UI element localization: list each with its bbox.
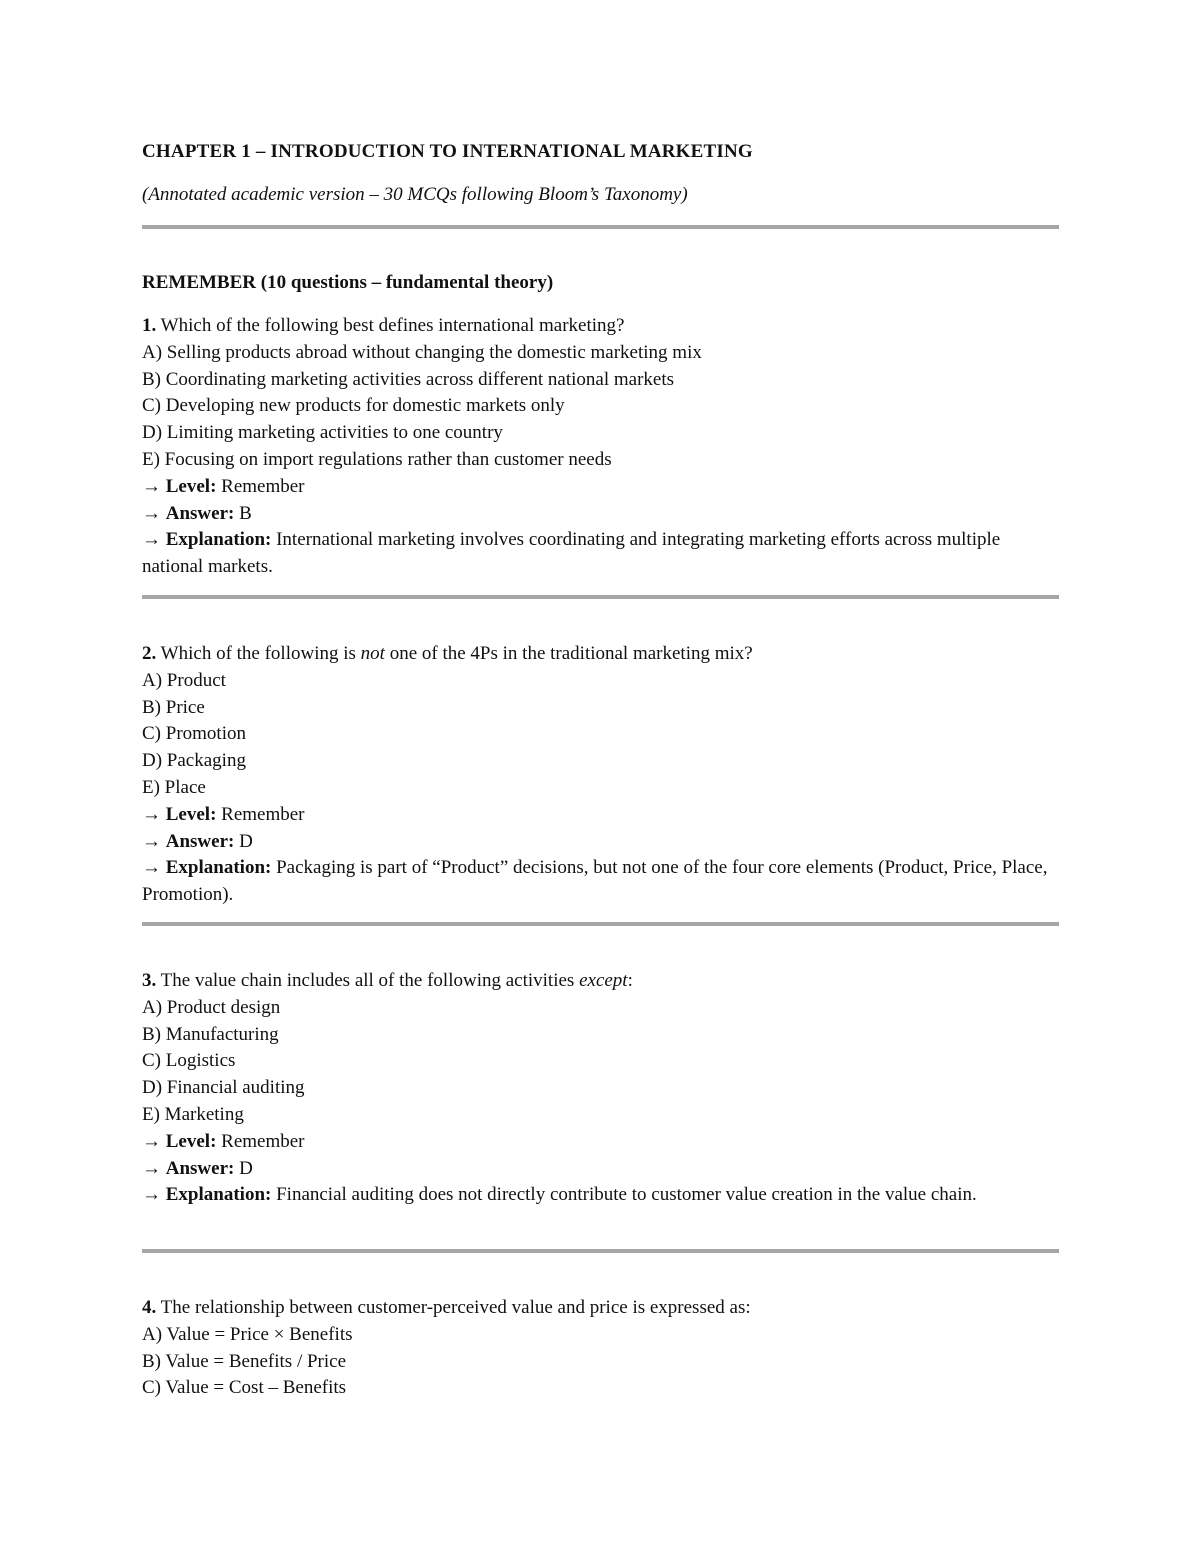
- question-number: 1.: [142, 315, 157, 336]
- arrow-icon: →: [142, 857, 161, 879]
- level-line: → Level: Remember: [142, 475, 305, 497]
- question-3: [142, 968, 1059, 1209]
- question-1: [142, 313, 1059, 581]
- question-number: 4.: [142, 1297, 157, 1318]
- option-b: B) Coordinating marketing activities across different national markets: [142, 368, 675, 390]
- option-a: A) Product: [142, 669, 226, 691]
- arrow-icon: →: [142, 803, 161, 825]
- option-e: E) Focusing on import regulations rather than customer needs: [142, 448, 612, 470]
- answer-line: → Answer: D: [142, 1157, 253, 1179]
- option-a: A) Value = Price × Benefits: [142, 1323, 353, 1345]
- chapter-subtitle: (Annotated academic version – 30 MCQs following Bloom’s Taxonomy): [142, 184, 688, 205]
- explanation-line: → Explanation: International marketing involves coordinating and integrating marketing efforts across multiple national markets.: [142, 529, 1001, 578]
- option-a: A) Selling products abroad without changing the domestic marketing mix: [142, 341, 702, 363]
- arrow-icon: →: [142, 830, 161, 852]
- answer-value: D: [239, 830, 253, 852]
- arrow-icon: →: [142, 1184, 161, 1206]
- option-c: C) Value = Cost – Benefits: [142, 1377, 347, 1399]
- explanation-line: → Explanation: Financial auditing does not directly contribute to customer value creation in the value chain.: [142, 1184, 977, 1206]
- question-stem: 3. The value chain includes all of the following activities except:: [142, 970, 633, 991]
- question-stem: 2. Which of the following is not one of the 4Ps in the traditional marketing mix?: [142, 643, 753, 664]
- option-d: D) Financial auditing: [142, 1077, 305, 1099]
- question-number: 2.: [142, 643, 157, 664]
- divider: [142, 1249, 1059, 1253]
- divider: [142, 922, 1059, 926]
- answer-line: → Answer: B: [142, 502, 252, 524]
- option-d: D) Packaging: [142, 750, 246, 772]
- option-c: C) Logistics: [142, 1050, 236, 1072]
- option-c: C) Promotion: [142, 723, 246, 745]
- option-a: A) Product design: [142, 996, 281, 1018]
- level-line: → Level: Remember: [142, 803, 305, 825]
- option-b: B) Value = Benefits / Price: [142, 1350, 347, 1372]
- option-e: E) Place: [142, 776, 206, 798]
- explanation-text: Packaging is part of “Product” decisions, but not one of the four core elements (Product, Price, Place, Promotion).: [142, 857, 1048, 906]
- question-2: [142, 641, 1059, 909]
- explanation-text: Financial auditing does not directly contribute to customer value creation in the value chain.: [276, 1184, 977, 1206]
- answer-value: B: [239, 502, 252, 524]
- question-number: 3.: [142, 970, 157, 991]
- divider: [142, 595, 1059, 599]
- chapter-title: CHAPTER 1 – INTRODUCTION TO INTERNATIONAL MARKETING: [142, 141, 753, 162]
- question-stem: 4. The relationship between customer-perceived value and price is expressed as:: [142, 1297, 751, 1318]
- section-heading: REMEMBER (10 questions – fundamental theory): [142, 272, 554, 293]
- option-b: B) Manufacturing: [142, 1023, 279, 1045]
- level-value: Remember: [221, 1130, 305, 1152]
- level-value: Remember: [221, 803, 305, 825]
- option-e: E) Marketing: [142, 1103, 244, 1125]
- answer-value: D: [239, 1157, 253, 1179]
- level-line: → Level: Remember: [142, 1130, 305, 1152]
- question-stem: 1. Which of the following best defines international marketing?: [142, 315, 625, 336]
- option-d: D) Limiting marketing activities to one country: [142, 422, 503, 444]
- divider: [142, 225, 1059, 229]
- option-b: B) Price: [142, 696, 205, 718]
- arrow-icon: →: [142, 502, 161, 524]
- answer-line: → Answer: D: [142, 830, 253, 852]
- arrow-icon: →: [142, 1157, 161, 1179]
- arrow-icon: →: [142, 529, 161, 551]
- arrow-icon: →: [142, 1130, 161, 1152]
- option-c: C) Developing new products for domestic markets only: [142, 395, 565, 417]
- explanation-text: International marketing involves coordinating and integrating marketing efforts across multiple national markets.: [142, 529, 1001, 578]
- arrow-icon: →: [142, 475, 161, 497]
- level-value: Remember: [221, 475, 305, 497]
- question-4: [142, 1295, 1059, 1402]
- explanation-line: → Explanation: Packaging is part of “Product” decisions, but not one of the four core elements (Product, Price, Place, Promotion).: [142, 857, 1048, 906]
